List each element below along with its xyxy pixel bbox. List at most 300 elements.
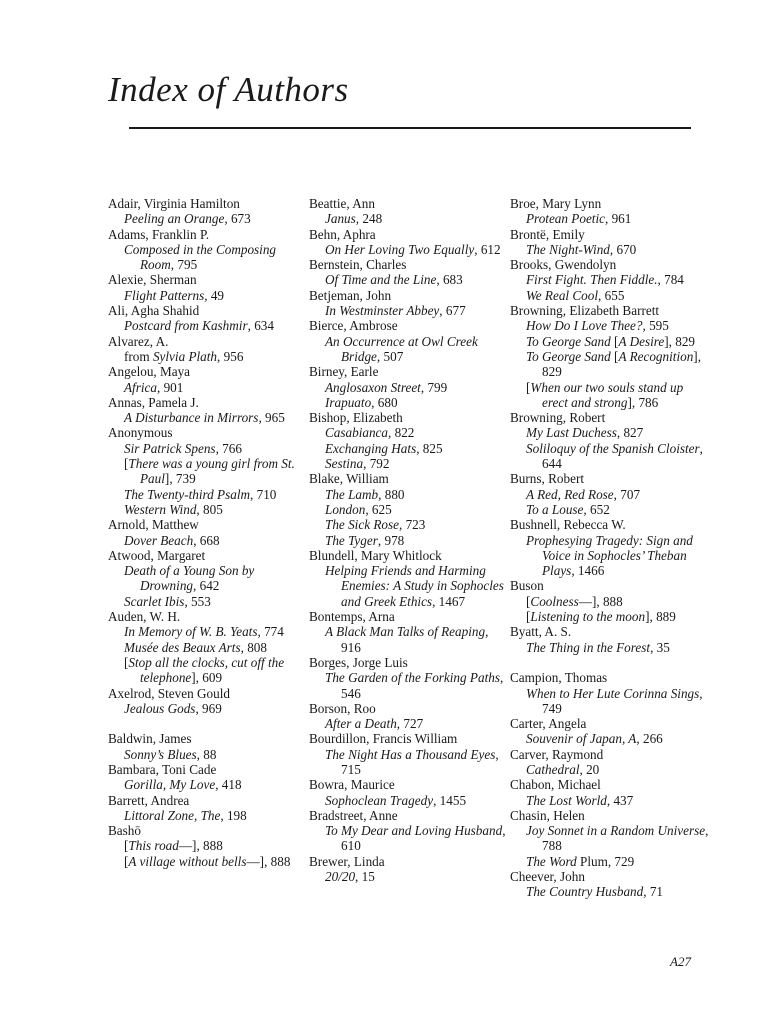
page-reference: , 507 — [376, 348, 404, 364]
work-title: To My Dear and Loving Husband — [325, 823, 503, 839]
author-name: Bontemps, Arna — [309, 609, 395, 625]
work-title: A Disturbance in Mirrors, — [124, 410, 262, 426]
work-entry — [309, 869, 509, 884]
page-reference: , 774 — [257, 624, 284, 640]
page-reference: ], 739 — [164, 471, 196, 487]
work-title: The Word — [526, 853, 577, 869]
page-reference: , 418 — [215, 777, 242, 793]
work-entry — [510, 288, 710, 303]
work-entry — [108, 410, 308, 425]
index-entry — [108, 227, 308, 273]
work-entry — [510, 686, 710, 717]
author-name: Bambara, Toni Cade — [108, 761, 217, 777]
work-entry — [510, 272, 710, 287]
author-name: Bierce, Ambrose — [309, 318, 398, 334]
author-name: Brooks, Gwendolyn — [510, 257, 617, 273]
author-name: Brontë, Emily — [510, 226, 585, 242]
work-entry — [108, 349, 308, 364]
work-title: The Night-Wind — [526, 241, 610, 257]
work-entry — [108, 594, 308, 609]
page-reference: , 644 — [542, 440, 703, 472]
work-entry — [108, 640, 308, 655]
page-reference: , 677 — [439, 303, 466, 319]
work-entry — [510, 793, 710, 808]
index-entry — [510, 808, 710, 869]
page-reference: , 553 — [184, 593, 211, 609]
page-reference: 965 — [261, 410, 285, 426]
work-entry — [108, 288, 308, 303]
author-name: Byatt, A. S. — [510, 624, 572, 640]
work-title: The Tyger — [325, 532, 378, 548]
work-title: This road — [128, 838, 179, 854]
work-title: Souvenir of Japan, A — [526, 731, 637, 747]
author-name: Arnold, Matthew — [108, 517, 199, 533]
author-name: Broe, Mary Lynn — [510, 196, 602, 211]
work-title: Flight Patterns — [124, 287, 205, 303]
work-entry — [510, 487, 710, 502]
page-reference: , 766 — [215, 440, 242, 456]
work-title: Of Time and the Line — [325, 272, 437, 288]
index-entry — [510, 747, 710, 778]
page-reference: —], 888 — [578, 593, 623, 609]
author-name: Campion, Thomas — [510, 670, 608, 686]
page-reference: , 795 — [170, 257, 198, 273]
page-reference: , 808 — [240, 639, 267, 655]
work-subtitle: A Desire — [618, 333, 665, 349]
author-name: Chabon, Michael — [510, 777, 601, 793]
work-entry — [510, 441, 710, 472]
work-entry — [510, 242, 710, 257]
work-entry — [309, 670, 509, 701]
page-reference: , 546 — [341, 670, 504, 701]
page-reference: , 15 — [355, 869, 375, 885]
work-entry — [510, 884, 710, 899]
page-reference: , 88 — [196, 746, 217, 762]
author-name: Bourdillon, Francis William — [309, 731, 458, 747]
index-entry — [108, 517, 308, 548]
work-title: Helping Friends and Harming Enemies: A Study in Sophocles and Greek Ethics — [325, 563, 504, 609]
index-entry — [309, 609, 509, 655]
author-name: Beattie, Ann — [309, 196, 375, 211]
work-title: Irapuato — [325, 394, 372, 410]
index-entry — [108, 196, 308, 227]
index-column-2 — [309, 196, 509, 884]
work-entry — [309, 793, 509, 808]
author-name: Carter, Angela — [510, 716, 587, 732]
page-reference: , 799 — [420, 379, 448, 395]
author-name: Alexie, Sherman — [108, 272, 197, 288]
page-reference: , 1467 — [432, 593, 466, 609]
work-entry — [108, 502, 308, 517]
page-reference: , 652 — [583, 501, 610, 517]
author-name: Brewer, Linda — [309, 853, 385, 869]
author-name: Chasin, Helen — [510, 807, 585, 823]
page-reference: , 715 — [341, 746, 499, 777]
work-entry — [510, 762, 710, 777]
index-entry — [510, 716, 710, 747]
author-name: Anonymous — [108, 425, 173, 441]
work-prefix: [ — [124, 838, 129, 854]
work-entry — [510, 425, 710, 440]
work-entry — [108, 563, 308, 594]
page-reference: 749 — [542, 700, 562, 716]
page-reference: , 673 — [224, 211, 251, 227]
page-reference: , 20 — [579, 761, 600, 777]
page-reference: , 610 — [341, 823, 506, 854]
page-reference: , 595 — [642, 318, 669, 334]
index-entry — [510, 777, 710, 808]
work-entry — [309, 716, 509, 731]
author-name: Angelou, Maya — [108, 364, 191, 380]
author-name: Alvarez, A. — [108, 333, 169, 349]
author-name: Buson — [510, 578, 544, 594]
author-name: Behn, Aphra — [309, 226, 376, 242]
author-name: Browning, Elizabeth Barrett — [510, 303, 660, 319]
work-entry — [108, 487, 308, 502]
page-reference: , 655 — [598, 287, 625, 303]
work-entry — [108, 624, 308, 639]
work-prefix: from — [124, 348, 153, 364]
work-title: In Memory of W. B. Yeats — [124, 624, 258, 640]
work-title: When our two souls stand up erect and strong — [530, 379, 684, 410]
index-entry — [309, 471, 509, 547]
index-entry — [309, 854, 509, 885]
work-prefix: [ — [526, 609, 531, 625]
page-reference: , 956 — [217, 348, 244, 364]
work-separator: [ — [610, 348, 619, 364]
work-entry — [108, 456, 308, 487]
index-entry — [510, 303, 710, 410]
work-entry — [510, 502, 710, 517]
author-name: Betjeman, John — [309, 287, 392, 303]
index-entry — [108, 395, 308, 426]
author-name: Carver, Raymond — [510, 746, 604, 762]
index-entry — [108, 793, 308, 824]
author-name: Adams, Franklin P. — [108, 226, 210, 242]
work-title: Littoral Zone, The — [124, 807, 221, 823]
index-entry — [108, 731, 308, 762]
index-entry — [108, 609, 308, 685]
work-separator: [ — [610, 333, 619, 349]
work-entry — [510, 318, 710, 333]
work-entry — [108, 318, 308, 333]
author-name: Borges, Jorge Luis — [309, 654, 408, 670]
page-reference: , 642 — [193, 578, 220, 594]
work-entry — [309, 624, 509, 655]
work-title: How Do I Love Thee? — [526, 318, 643, 334]
work-title: To George Sand — [526, 333, 611, 349]
work-entry — [108, 380, 308, 395]
author-name: Borson, Roo — [309, 700, 376, 716]
work-title: Death of a Young Son by Drowning — [124, 563, 255, 594]
work-title: Scarlet Ibis — [124, 593, 185, 609]
work-entry — [108, 242, 308, 273]
index-entry — [510, 869, 710, 900]
index-entry — [510, 257, 710, 303]
index-entry — [510, 624, 710, 655]
work-title: The Night Has a Thousand Eyes — [325, 746, 496, 762]
page-reference: , 198 — [220, 807, 247, 823]
page-reference: , 727 — [396, 716, 424, 732]
work-entry — [510, 854, 710, 869]
work-title: Africa — [124, 379, 157, 395]
work-title: Stop all the clocks, cut off the telephone — [128, 654, 285, 686]
index-entry — [309, 731, 509, 777]
work-entry — [309, 211, 509, 226]
author-name: Bashō — [108, 823, 141, 839]
work-entry — [510, 349, 710, 380]
work-title: The Twenty-third Psalm — [124, 486, 251, 502]
page-reference: , 792 — [363, 456, 390, 472]
author-name: Atwood, Margaret — [108, 547, 206, 563]
page-reference: , 784 — [657, 272, 684, 288]
page-reference: ], 889 — [645, 609, 676, 625]
page-reference: , 71 — [643, 884, 664, 900]
index-entry — [108, 364, 308, 395]
work-subtitle: A Recognition — [618, 348, 694, 364]
author-name: Blundell, Mary Whitlock — [309, 547, 442, 563]
work-title: Casabianca — [325, 425, 389, 441]
index-entry — [510, 517, 710, 578]
page-reference: , 723 — [398, 517, 426, 533]
author-name: Bishop, Elizabeth — [309, 410, 403, 426]
index-entry — [510, 227, 710, 258]
author-name: Ali, Agha Shahid — [108, 303, 200, 319]
index-entry — [510, 196, 710, 227]
page-reference: , 827 — [616, 425, 644, 441]
page-reference: , 901 — [156, 379, 184, 395]
work-title: First Fight. Then Fiddle. — [526, 272, 658, 288]
index-entry — [309, 808, 509, 854]
work-title: The Lamb — [325, 486, 379, 502]
work-entry — [108, 777, 308, 792]
work-entry — [510, 823, 710, 854]
page-reference: , 1466 — [571, 563, 605, 579]
author-name: Annas, Pamela J. — [108, 394, 199, 410]
work-prefix: [ — [124, 654, 129, 670]
index-entry — [108, 686, 308, 717]
index-entry — [108, 823, 308, 869]
work-title: My Last Duchess — [526, 425, 617, 441]
page-reference: ], 829 — [542, 348, 701, 380]
work-title: Janus — [325, 211, 356, 227]
page-reference: , 670 — [609, 241, 637, 257]
work-entry — [108, 533, 308, 548]
page-reference: , 707 — [613, 486, 641, 502]
work-title: Jealous Gods — [124, 700, 196, 716]
page-reference: , 437 — [606, 792, 634, 808]
work-title: Western Wind — [124, 501, 197, 517]
page-reference: , 978 — [377, 532, 405, 548]
work-title: Dover Beach — [124, 532, 194, 548]
work-title: After a Death — [325, 716, 397, 732]
work-title: An Occurrence at Owl Creek Bridge — [325, 333, 478, 364]
work-entry — [108, 441, 308, 456]
work-title: The Lost World — [526, 792, 607, 808]
work-title: We Real Cool — [526, 287, 599, 303]
page-reference: , 625 — [365, 501, 392, 517]
work-entry — [510, 334, 710, 349]
page-reference: Plum, 729 — [576, 853, 635, 869]
index-entry — [510, 410, 710, 471]
work-title: When to Her Lute Corinna Sings, — [526, 685, 703, 701]
work-entry — [309, 456, 509, 471]
index-column-1 — [108, 196, 308, 869]
work-title: Soliloquy of the Spanish Cloister — [526, 440, 700, 456]
author-name: Axelrod, Steven Gould — [108, 685, 230, 701]
work-title: Gorilla, My Love — [124, 777, 216, 793]
page-reference: , 49 — [204, 287, 225, 303]
work-title: Listening to the moon — [530, 609, 646, 625]
work-title: Exchanging Hats — [325, 440, 417, 456]
work-prefix: [ — [124, 853, 129, 869]
work-entry — [510, 609, 710, 624]
work-title: Prophesying Tragedy: Sign and Voice in Sophocles’ Theban Plays — [526, 532, 693, 579]
page-reference: , 668 — [193, 532, 220, 548]
work-title: Coolness — [530, 593, 579, 609]
author-name: Blake, William — [309, 471, 389, 487]
work-title: Anglosaxon Street — [325, 379, 421, 395]
work-entry — [309, 563, 509, 609]
work-title: The Country Husband — [526, 884, 644, 900]
page-reference: , 969 — [195, 700, 222, 716]
page-title: Index of Authors — [108, 70, 349, 109]
title-rule — [129, 127, 691, 129]
page-reference: , 788 — [542, 823, 709, 854]
work-title: Peeling an Orange — [124, 211, 225, 227]
work-title: Protean Poetic — [526, 211, 605, 227]
index-entry — [309, 410, 509, 471]
page-reference: , 961 — [604, 211, 632, 227]
author-name: Baldwin, James — [108, 731, 192, 747]
work-entry — [108, 655, 308, 686]
index-entry — [108, 334, 308, 365]
page-reference: , 825 — [416, 440, 443, 456]
work-title: In Westminster Abbey — [325, 303, 440, 319]
page-number: A27 — [670, 954, 691, 969]
page-reference: , 822 — [388, 425, 415, 441]
index-entry — [309, 196, 509, 227]
work-entry — [309, 533, 509, 548]
author-name: Auden, W. H. — [108, 609, 181, 625]
index-entry — [108, 303, 308, 334]
index-entry — [108, 425, 308, 517]
work-title: There was a young girl from St. Paul — [128, 456, 295, 487]
work-title: The Sick Rose — [325, 517, 399, 533]
work-entry — [510, 533, 710, 579]
work-entry — [510, 731, 710, 746]
page-reference: ], 786 — [627, 394, 659, 410]
work-title: A Black Man Talks of Reaping — [325, 624, 486, 640]
work-title: Composed in the Composing Room — [124, 241, 277, 273]
index-entry — [108, 548, 308, 609]
page-reference: , 248 — [355, 211, 383, 227]
work-title: Cathedral — [526, 761, 580, 777]
work-entry — [309, 242, 509, 257]
author-name: Cheever, John — [510, 869, 585, 885]
work-entry — [309, 334, 509, 365]
work-title: Musée des Beaux Arts — [124, 639, 241, 655]
work-prefix: [ — [526, 379, 531, 395]
page-reference: , 35 — [650, 639, 670, 655]
work-entry — [510, 380, 710, 411]
author-name: Bowra, Maurice — [309, 777, 395, 793]
work-entry — [510, 640, 710, 655]
page-reference: , 683 — [436, 272, 463, 288]
work-entry — [309, 395, 509, 410]
work-entry — [309, 823, 509, 854]
page-reference: ], 829 — [664, 333, 696, 349]
author-name: Bushnell, Rebecca W. — [510, 517, 626, 533]
work-title: London — [325, 501, 366, 517]
work-title: A Red, Red Rose — [526, 486, 614, 502]
work-title: Postcard from Kashmir — [124, 318, 248, 334]
work-title: Joy Sonnet in a Random Universe — [526, 823, 706, 839]
index-entry — [309, 777, 509, 808]
work-title: Sylvia Plath — [152, 348, 218, 364]
page-reference: —], 888 — [246, 853, 291, 869]
author-name: Adair, Virginia Hamilton — [108, 196, 240, 211]
page-reference: , 680 — [371, 394, 398, 410]
work-title: 20/20 — [325, 869, 356, 885]
page-reference: , 1455 — [433, 792, 467, 808]
page-reference: ], 609 — [191, 670, 223, 686]
work-entry — [108, 747, 308, 762]
work-title: Sophoclean Tragedy — [325, 792, 434, 808]
index-entry — [309, 701, 509, 732]
page-reference: —], 888 — [178, 838, 223, 854]
index-entry — [510, 578, 710, 624]
page-reference: , 880 — [378, 486, 405, 502]
page-reference: , 805 — [196, 501, 223, 517]
index-entry — [108, 762, 308, 793]
author-name: Bradstreet, Anne — [309, 807, 398, 823]
work-entry — [108, 808, 308, 823]
work-title: To a Louse — [526, 501, 584, 517]
work-title: On Her Loving Two Equally — [325, 241, 475, 257]
index-entry — [108, 272, 308, 303]
index-entry — [309, 655, 509, 701]
index-entry — [309, 288, 509, 319]
work-entry — [510, 594, 710, 609]
page-reference: , 710 — [250, 486, 277, 502]
work-entry — [108, 211, 308, 226]
index-entry — [309, 364, 509, 410]
work-prefix: [ — [526, 593, 531, 609]
index-entry — [309, 227, 509, 258]
work-entry — [108, 701, 308, 716]
work-entry — [309, 303, 509, 318]
work-entry — [309, 425, 509, 440]
work-entry — [309, 502, 509, 517]
work-entry — [309, 747, 509, 778]
author-name: Browning, Robert — [510, 410, 606, 426]
work-entry — [510, 211, 710, 226]
author-name: Burns, Robert — [510, 471, 584, 487]
index-entry — [510, 471, 710, 517]
page-reference: , 634 — [247, 318, 274, 334]
author-name: Barrett, Andrea — [108, 792, 190, 808]
index-column-3 — [510, 196, 710, 900]
work-entry — [309, 272, 509, 287]
work-entry — [309, 380, 509, 395]
work-title: The Thing in the Forest — [526, 639, 651, 655]
work-title: Sonny’s Blues — [124, 746, 197, 762]
page-reference: , 612 — [474, 241, 501, 257]
work-title: Sestina — [325, 456, 364, 472]
work-entry — [108, 838, 308, 853]
work-entry — [309, 441, 509, 456]
